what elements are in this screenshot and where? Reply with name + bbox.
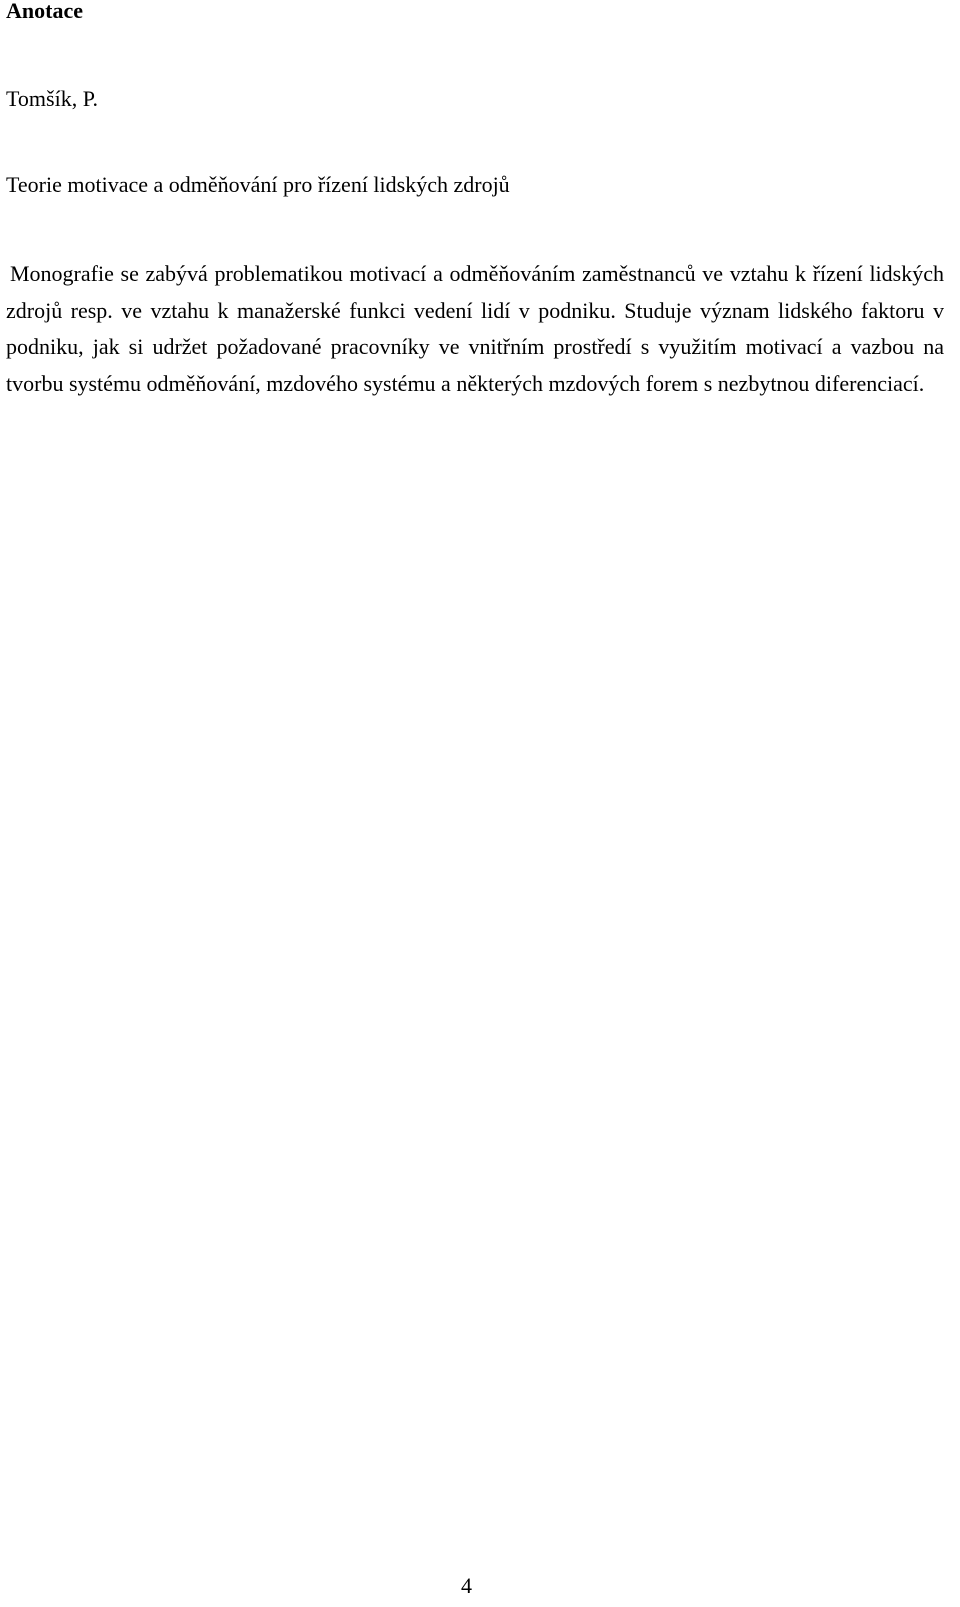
publication-title: Teorie motivace a odměňování pro řízení lidských zdrojů <box>6 172 510 197</box>
section-heading: Anotace <box>6 0 83 23</box>
abstract-paragraph: Monografie se zabývá problematikou motivací a odměňováním zaměstnanců ve vztahu k řízení lidských zdrojů resp. ve vztahu k manažerské funkci vedení lidí v podniku. Studuje význam lidského faktoru v podniku, jak si udržet požadované pracovníky ve vnitřním prostředí s využitím motivací a vazbou na tvorbu systému odměňování, mzdového systému a některých mzdových forem s nezbytnou diferenciací. <box>6 261 944 396</box>
page-number: 4 <box>461 1573 472 1598</box>
author-line: Tomšík, P. <box>6 86 98 111</box>
